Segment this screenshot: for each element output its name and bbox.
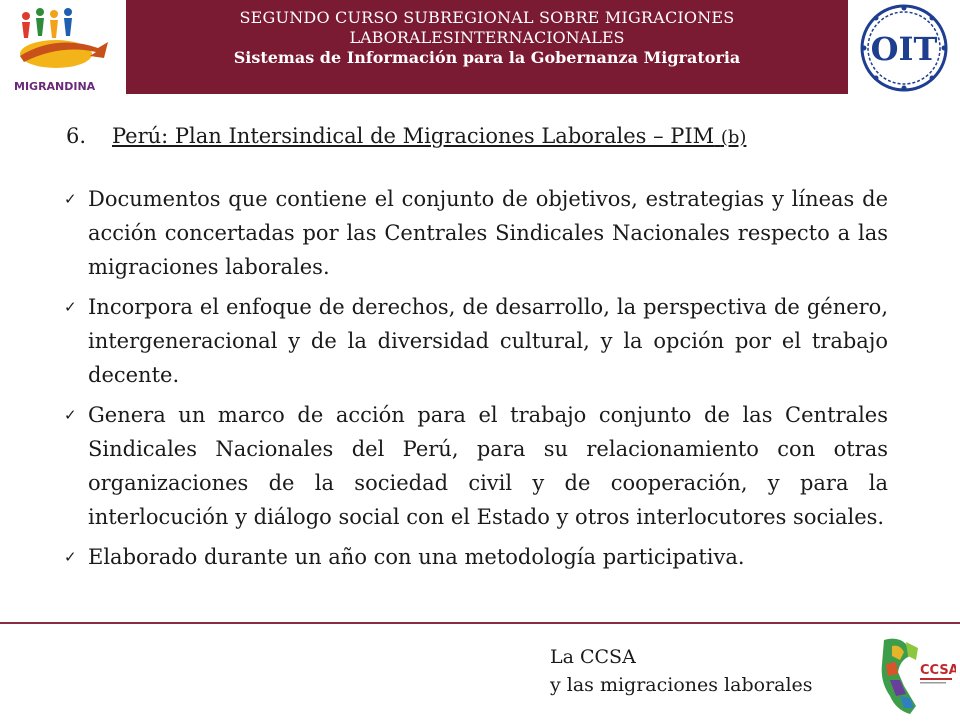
section-heading xyxy=(66,122,746,152)
list-item xyxy=(62,290,888,392)
footer-line-2: y las migraciones laborales xyxy=(550,674,813,696)
migrandina-logo xyxy=(6,4,122,94)
bullet-text: Elaborado durante un año con una metodología participativa. xyxy=(88,545,745,569)
bullet-text: Genera un marco de acción para el trabajo conjunto de las Centrales Sindicales Nacionales del Perú, para su relacionamiento con otras organizaciones de la sociedad civil y de cooperación, y para la interlocución y diálogo social con el Estado y otros interlocutores sociales. xyxy=(88,403,888,529)
checkmark-icon: ✓ xyxy=(64,190,77,208)
checkmark-icon: ✓ xyxy=(64,548,77,566)
heading-suffix: (b) xyxy=(720,127,747,148)
heading-title xyxy=(112,124,746,148)
heading-title-text: Perú: Plan Intersindical de Migraciones Laborales – PIM xyxy=(112,124,715,148)
checkmark-icon: ✓ xyxy=(64,298,77,316)
header-line-2: LABORALESINTERNACIONALES xyxy=(349,28,625,47)
bullet-text: Documentos que contiene el conjunto de objetivos, estrategias y líneas de acción concertadas por las Centrales Sindicales Nacionales respecto a las migraciones laborales. xyxy=(88,187,888,279)
footer-divider xyxy=(0,622,960,624)
header-banner xyxy=(126,0,848,94)
list-item xyxy=(62,398,888,534)
oit-logo-text: OIT xyxy=(870,30,938,68)
footer-line-1: La CCSA xyxy=(550,646,636,668)
list-item xyxy=(62,540,888,574)
header-line-3: Sistemas de Información para la Gobernanza Migratoria xyxy=(233,48,741,67)
list-item xyxy=(62,182,888,284)
ccsa-logo xyxy=(870,634,956,718)
heading-number: 6. xyxy=(66,124,87,148)
oit-logo xyxy=(852,2,956,94)
checkmark-icon: ✓ xyxy=(64,406,77,424)
bullet-text: Incorpora el enfoque de derechos, de desarrollo, la perspectiva de género, intergeneracional y de la diversidad cultural, y la opción por el trabajo decente. xyxy=(88,295,888,387)
migrandina-logo-text: MIGRANDINA xyxy=(14,80,96,93)
header-line-1: SEGUNDO CURSO SUBREGIONAL SOBRE MIGRACIONES xyxy=(239,8,735,27)
footer xyxy=(550,643,813,699)
ccsa-logo-text: CCSA xyxy=(920,663,956,678)
bullet-list xyxy=(62,182,888,580)
